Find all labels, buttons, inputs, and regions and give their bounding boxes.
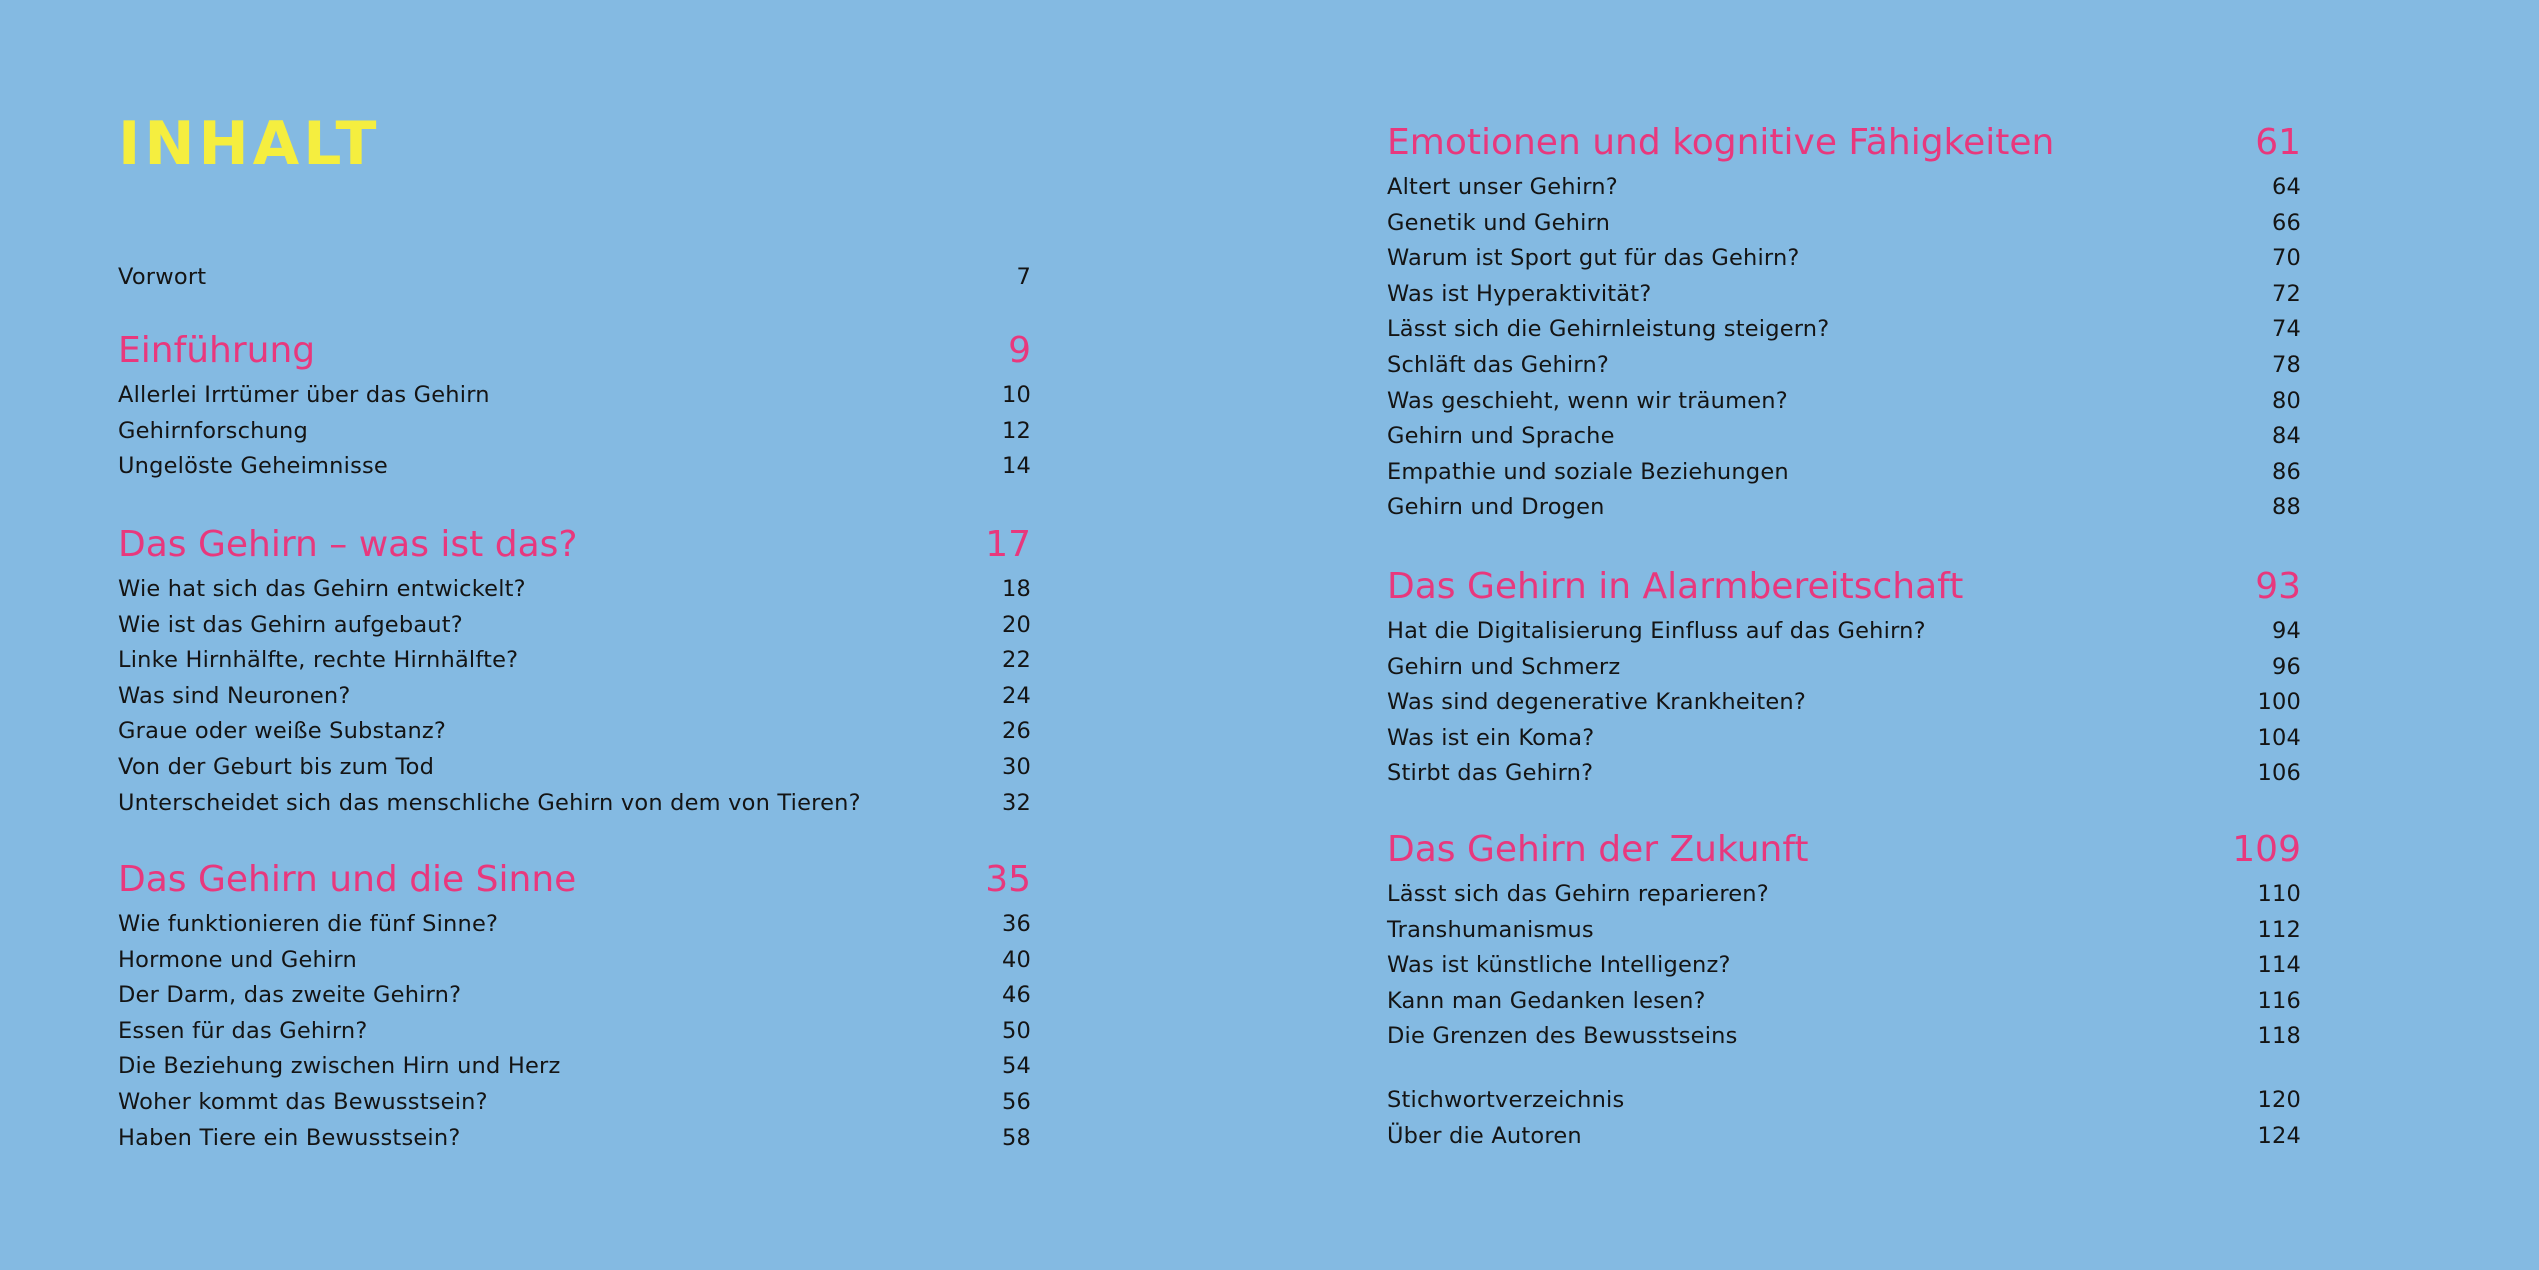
toc-entry-label: Kann man Gedanken lesen? — [1387, 987, 1706, 1014]
toc-entry-page: 96 — [2271, 653, 2301, 680]
toc-entry-page: 54 — [1001, 1053, 1031, 1080]
chapter-heading[interactable] — [118, 328, 1031, 374]
toc-entry[interactable] — [1387, 984, 2301, 1020]
toc-entry[interactable] — [1387, 1019, 2301, 1055]
toc-entry[interactable] — [118, 449, 1031, 485]
toc-entry-page: 86 — [2271, 458, 2301, 485]
toc-entry[interactable] — [118, 643, 1031, 679]
toc-entry[interactable] — [118, 1049, 1031, 1085]
toc-entry[interactable] — [1387, 913, 2301, 949]
toc-entry[interactable] — [1387, 241, 2301, 277]
toc-entry[interactable] — [118, 1014, 1031, 1050]
toc-entry-page: 12 — [1001, 417, 1031, 444]
chapter-title: Emotionen und kognitive Fähigkeiten — [1387, 122, 2055, 163]
chapter-page: 93 — [2255, 566, 2301, 607]
toc-entry-page: 56 — [1001, 1088, 1031, 1115]
toc-entry-label: Wie funktionieren die fünf Sinne? — [118, 911, 499, 937]
chapter-title: Einführung — [118, 330, 316, 371]
toc-entry-label: Was ist künstliche Intelligenz? — [1387, 952, 1731, 979]
toc-entry-label: Altert unser Gehirn? — [1387, 174, 1618, 200]
toc-entry-label: Woher kommt das Bewusstsein? — [118, 1088, 488, 1115]
toc-entry[interactable] — [1387, 490, 2301, 526]
toc-entry-label: Gehirnforschung — [118, 417, 308, 444]
toc-entry-page: 114 — [2257, 952, 2301, 979]
toc-entry-label: Linke Hirnhälfte, rechte Hirnhälfte? — [118, 647, 519, 674]
toc-entry-label: Von der Geburt bis zum Tod — [118, 753, 435, 780]
toc-entry-label: Was ist ein Koma? — [1387, 724, 1595, 751]
toc-entry[interactable] — [1387, 721, 2301, 757]
chapter-title: Das Gehirn – was ist das? — [118, 524, 578, 565]
toc-entry[interactable] — [118, 1085, 1031, 1121]
toc-entry-page: 40 — [1001, 946, 1031, 973]
toc-entry[interactable] — [118, 679, 1031, 715]
toc-entry[interactable] — [118, 786, 1031, 822]
chapter-heading[interactable] — [118, 857, 1031, 903]
toc-chapter-emotionen — [1387, 120, 2301, 526]
toc-entry-page: 104 — [2257, 724, 2301, 751]
toc-entry-page: 26 — [1001, 718, 1031, 745]
toc-entry[interactable] — [1387, 650, 2301, 686]
toc-entry-page: 80 — [2271, 387, 2301, 414]
chapter-page: 35 — [985, 859, 1031, 900]
toc-entry-page: 14 — [1001, 453, 1031, 480]
toc-entry-label: Lässt sich die Gehirnleistung steigern? — [1387, 316, 1830, 343]
toc-entry-label: Gehirn und Schmerz — [1387, 653, 1621, 680]
toc-entry-label: Die Beziehung zwischen Hirn und Herz — [118, 1053, 561, 1080]
toc-entry[interactable] — [118, 414, 1031, 450]
toc-entry-authors[interactable] — [1387, 1119, 2301, 1155]
toc-entry[interactable] — [1387, 948, 2301, 984]
chapter-heading[interactable] — [1387, 120, 2301, 166]
toc-entry-vorwort — [118, 260, 1031, 296]
toc-entry-label: Genetik und Gehirn — [1387, 209, 1611, 236]
toc-entry[interactable] — [118, 608, 1031, 644]
toc-entry-page: 116 — [2257, 987, 2301, 1014]
toc-entry[interactable] — [1387, 614, 2301, 650]
toc-entry-label: Was ist Hyperaktivität? — [1387, 280, 1652, 307]
toc-entry-page: 24 — [1001, 682, 1031, 709]
toc-entry-label: Wie ist das Gehirn aufgebaut? — [118, 611, 463, 638]
toc-entry[interactable] — [1387, 756, 2301, 792]
chapter-page: 109 — [2232, 829, 2301, 870]
toc-entry-page: 36 — [1001, 911, 1031, 937]
toc-entry-page: 124 — [2257, 1122, 2301, 1149]
toc-chapter-zukunft — [1387, 827, 2301, 1055]
toc-entry-label: Ungelöste Geheimnisse — [118, 453, 388, 480]
toc-appendix — [1387, 1083, 2301, 1154]
toc-entry[interactable] — [118, 378, 1031, 414]
toc-entry-label: Schläft das Gehirn? — [1387, 351, 1610, 378]
toc-entry-label: Wie hat sich das Gehirn entwickelt? — [118, 576, 526, 602]
toc-entry-page: 10 — [1001, 382, 1031, 408]
toc-entry[interactable] — [1387, 455, 2301, 491]
toc-entry-page: 30 — [1001, 753, 1031, 780]
toc-entry-label: Was geschieht, wenn wir träumen? — [1387, 387, 1788, 414]
chapter-title: Das Gehirn und die Sinne — [118, 859, 577, 900]
toc-entry-page: 84 — [2271, 423, 2301, 450]
toc-entry-label: Was sind degenerative Krankheiten? — [1387, 689, 1807, 716]
toc-entry-page: 20 — [1001, 611, 1031, 638]
toc-entry[interactable] — [118, 750, 1031, 786]
toc-entry[interactable] — [1387, 877, 2301, 913]
chapter-title: Das Gehirn der Zukunft — [1387, 829, 1809, 870]
toc-entry-page: 112 — [2257, 916, 2301, 943]
chapter-heading[interactable] — [1387, 564, 2301, 610]
toc-entry-page: 72 — [2271, 280, 2301, 307]
page-title: INHALT — [118, 109, 381, 179]
toc-entry-page: 118 — [2257, 1023, 2301, 1050]
toc-entry[interactable] — [118, 978, 1031, 1014]
toc-entry-page: 94 — [2271, 618, 2301, 644]
toc-entry[interactable] — [118, 714, 1031, 750]
toc-entry-page: 22 — [1001, 647, 1031, 674]
toc-chapter-gehirn-und-sinne — [118, 857, 1031, 1156]
toc-entry-page: 106 — [2257, 760, 2301, 787]
toc-entry-label: Der Darm, das zweite Gehirn? — [118, 982, 462, 1009]
toc-entry[interactable] — [1387, 419, 2301, 455]
toc-entry-label: Stichwortverzeichnis — [1387, 1087, 1625, 1113]
toc-entry-label: Lässt sich das Gehirn reparieren? — [1387, 881, 1769, 907]
toc-entry[interactable] — [1387, 170, 2301, 206]
chapter-page: 9 — [1008, 330, 1031, 371]
toc-entry-page: 50 — [1001, 1017, 1031, 1044]
chapter-page: 17 — [985, 524, 1031, 565]
toc-chapter-gehirn-was-ist-das — [118, 522, 1031, 821]
toc-entry-label: Warum ist Sport gut für das Gehirn? — [1387, 245, 1800, 272]
chapter-heading[interactable] — [118, 522, 1031, 568]
toc-entry-label: Transhumanismus — [1387, 916, 1594, 943]
toc-entry-page: 110 — [2257, 881, 2301, 907]
toc-entry-label: Gehirn und Sprache — [1387, 423, 1615, 450]
toc-entry-label: Was sind Neuronen? — [118, 682, 351, 709]
toc-chapter-einfuehrung — [118, 328, 1031, 485]
toc-entry-index[interactable] — [1387, 1083, 2301, 1119]
chapter-heading[interactable] — [1387, 827, 2301, 873]
toc-entry[interactable] — [1387, 277, 2301, 313]
toc-entry-page: 88 — [2271, 494, 2301, 521]
toc-entry-label: Graue oder weiße Substanz? — [118, 718, 447, 745]
toc-entry[interactable] — [118, 943, 1031, 979]
toc-entry[interactable] — [1387, 206, 2301, 242]
toc-entry-label: Gehirn und Drogen — [1387, 494, 1605, 521]
toc-entry-page: 46 — [1001, 982, 1031, 1009]
toc-entry[interactable] — [1387, 312, 2301, 348]
chapter-title: Das Gehirn in Alarmbereitschaft — [1387, 566, 1964, 607]
toc-entry-page: 64 — [2271, 174, 2301, 200]
toc-entry[interactable] — [1387, 384, 2301, 420]
toc-entry-page: 18 — [1001, 576, 1031, 602]
toc-entry-page: 32 — [1001, 789, 1031, 816]
toc-entry-label: Stirbt das Gehirn? — [1387, 760, 1594, 787]
toc-entry[interactable] — [118, 572, 1031, 608]
toc-entry-label: Allerlei Irrtümer über das Gehirn — [118, 382, 490, 408]
toc-entry[interactable] — [118, 1121, 1031, 1157]
toc-entry-label: Hormone und Gehirn — [118, 946, 357, 973]
toc-entry-page: 120 — [2257, 1087, 2301, 1113]
toc-entry-page: 78 — [2271, 351, 2301, 378]
toc-entry-label: Haben Tiere ein Bewusstsein? — [118, 1124, 461, 1151]
toc-entry-label: Empathie und soziale Beziehungen — [1387, 458, 1789, 485]
toc-entry-label: Essen für das Gehirn? — [118, 1017, 368, 1044]
toc-entry-page: 70 — [2271, 245, 2301, 272]
toc-entry[interactable] — [118, 260, 1031, 296]
toc-entry-label: Die Grenzen des Bewusstseins — [1387, 1023, 1738, 1050]
toc-entry-label: Über die Autoren — [1387, 1122, 1582, 1149]
toc-entry-label: Hat die Digitalisierung Einfluss auf das Gehirn? — [1387, 618, 1926, 644]
toc-entry-page: 74 — [2271, 316, 2301, 343]
toc-entry-page: 66 — [2271, 209, 2301, 236]
chapter-page: 61 — [2255, 122, 2301, 163]
toc-entry-page: 100 — [2257, 689, 2301, 716]
toc-entry-label: Unterscheidet sich das menschliche Gehirn von dem von Tieren? — [118, 789, 861, 816]
toc-entry-page: 58 — [1001, 1124, 1031, 1151]
toc-entry[interactable] — [118, 907, 1031, 943]
toc-entry-page: 7 — [1016, 264, 1031, 290]
toc-entry[interactable] — [1387, 348, 2301, 384]
toc-entry-label: Vorwort — [118, 264, 207, 290]
toc-entry[interactable] — [1387, 685, 2301, 721]
toc-chapter-alarmbereitschaft — [1387, 564, 2301, 792]
